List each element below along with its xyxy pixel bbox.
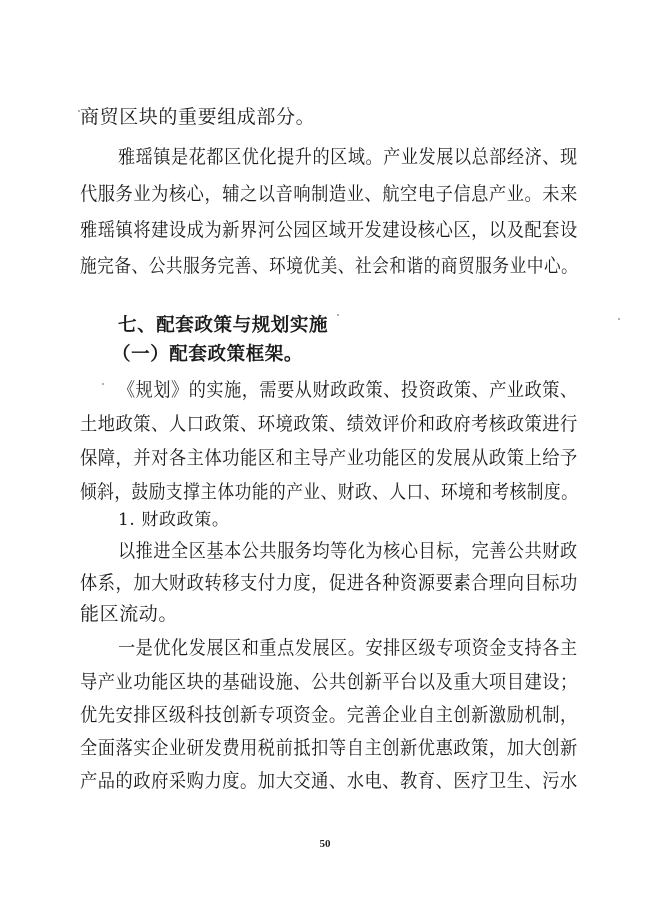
paragraph-line: 以推进全区基本公共服务均等化为核心目标，完善公共财政 [118,540,578,562]
scan-speck [337,314,339,316]
paragraph-line: 能区流动。 [80,603,179,625]
paragraph-line: 体系，加大财政转移支付力度，促进各种资源要素合理向目标功 [80,572,578,594]
subsection-heading: （一）配套政策框架。 [112,344,304,365]
paragraph-line: 保障，并对各主体功能区和主导产业功能区的发展从政策上给予 [80,447,578,469]
paragraph-line: 产品的政府采购力度。加大交通、水电、教育、医疗卫生、污水 [80,770,578,792]
paragraph-line: 导产业功能区块的基础设施、公共创新平台以及重大项目建设； [80,671,578,693]
scan-speck [78,110,80,112]
paragraph-line: 全面落实企业研发费用税前抵扣等自主创新优惠政策，加大创新 [80,737,578,759]
paragraph-line: 施完备、公共服务完善、环境优美、社会和谐的商贸服务业中心。 [80,255,579,277]
paragraph-line: 商贸区块的重要组成部分。 [80,106,316,128]
paragraph-line: 一是优化发展区和重点发展区。安排区级专项资金支持各主 [118,637,578,659]
paragraph-line: 雅瑶镇将建设成为新界河公园区域开发建设核心区，以及配套设 [80,219,578,241]
paragraph-line: 土地政策、人口政策、环境政策、绩效评价和政府考核政策进行 [80,413,578,435]
section-heading: 七、配套政策与规划实施 [118,315,329,336]
paragraph-line: 雅瑶镇是花都区优化提升的区域。产业发展以总部经济、现 [118,146,578,168]
scan-speck [102,383,104,385]
paragraph-line: 倾斜，鼓励支撑主体功能的产业、财政、人口、环境和考核制度。 [80,481,579,503]
scan-speck [618,318,620,320]
paragraph-line: 《规划》的实施，需要从财政政策、投资政策、产业政策、 [118,379,578,401]
item-heading: 1. 财政政策。 [118,510,230,530]
paragraph-line: 优先安排区级科技创新专项资金。完善企业自主创新激励机制， [80,704,578,726]
paragraph-line: 代服务业为核心，辅之以音响制造业、航空电子信息产业。未来 [80,183,578,205]
page-number: 50 [319,838,331,850]
